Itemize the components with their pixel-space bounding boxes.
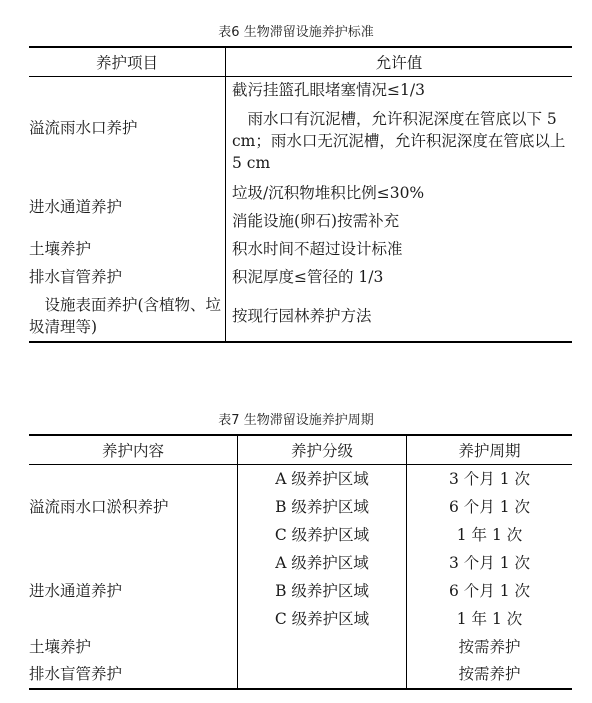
table6-item: 排水盲管养护 xyxy=(29,268,123,286)
table7-item: 溢流雨水口淤积养护 xyxy=(29,497,169,516)
table6-value: 积泥厚度≤管径的 1/3 xyxy=(226,263,573,291)
table6-value: 截污挂篮孔眼堵塞情况≤1/3 xyxy=(226,77,573,104)
table6-item: 土壤养护 xyxy=(29,240,92,258)
table7-level: C 级养护区域 xyxy=(238,521,407,549)
table7-level: C 级养护区域 xyxy=(238,605,407,633)
table-row xyxy=(29,549,572,577)
table7-item: 进水通道养护 xyxy=(29,581,123,600)
table7-level: A 级养护区域 xyxy=(238,465,407,493)
table7-item: 土壤养护 xyxy=(29,637,92,656)
table-row xyxy=(29,179,572,207)
table-row xyxy=(29,77,572,104)
table6-value: 消能设施(卵石)按需补充 xyxy=(226,207,573,235)
table-row xyxy=(29,633,572,661)
table7-cycle: 1 年 1 次 xyxy=(407,605,573,633)
table-row xyxy=(29,465,572,493)
table6-header-item: 养护项目 xyxy=(29,47,226,77)
table7-cycle: 3 个月 1 次 xyxy=(407,549,573,577)
table7-header-content: 养护内容 xyxy=(29,435,238,465)
table7-cycle: 6 个月 1 次 xyxy=(407,577,573,605)
table7-cycle: 按需养护 xyxy=(407,633,573,661)
table-row xyxy=(29,661,572,689)
table7-header-cycle: 养护周期 xyxy=(407,435,573,465)
table6-item: 设施表面养护(含植物、垃圾清理等) xyxy=(29,291,226,342)
table7-cycle: 1 年 1 次 xyxy=(407,521,573,549)
table7-item: 排水盲管养护 xyxy=(29,661,238,689)
table7-level: B 级养护区域 xyxy=(238,577,407,605)
table7-level xyxy=(238,633,407,661)
table6-item: 进水通道养护 xyxy=(29,198,123,216)
table7 xyxy=(29,434,572,690)
table7-header-level: 养护分级 xyxy=(238,435,407,465)
table6-value: 积水时间不超过设计标准 xyxy=(226,235,573,263)
table6-caption: 表6 生物滞留设施养护标准 xyxy=(218,25,374,40)
table7-cycle: 3 个月 1 次 xyxy=(407,465,573,493)
table6-value: 按现行园林养护方法 xyxy=(226,291,573,342)
table6-value: 雨水口有沉泥槽，允许积泥深度在管底以下 5 cm；雨水口无沉泥槽，允许积泥深度在管底以上 5 cm xyxy=(226,103,573,179)
table6-value: 垃圾/沉积物堆积比例≤30% xyxy=(226,179,573,207)
table7-level: A 级养护区域 xyxy=(238,549,407,577)
table7-level: B 级养护区域 xyxy=(238,493,407,521)
table-row xyxy=(29,263,572,291)
table-row xyxy=(29,291,572,342)
table7-cycle: 按需养护 xyxy=(407,661,573,689)
table7-caption: 表7 生物滞留设施养护周期 xyxy=(218,413,374,428)
table7-cycle: 6 个月 1 次 xyxy=(407,493,573,521)
table6-header-value: 允许值 xyxy=(226,47,573,77)
table6 xyxy=(29,46,572,343)
table6-item: 溢流雨水口养护 xyxy=(29,119,138,137)
table7-level xyxy=(238,661,407,689)
table-row xyxy=(29,235,572,263)
